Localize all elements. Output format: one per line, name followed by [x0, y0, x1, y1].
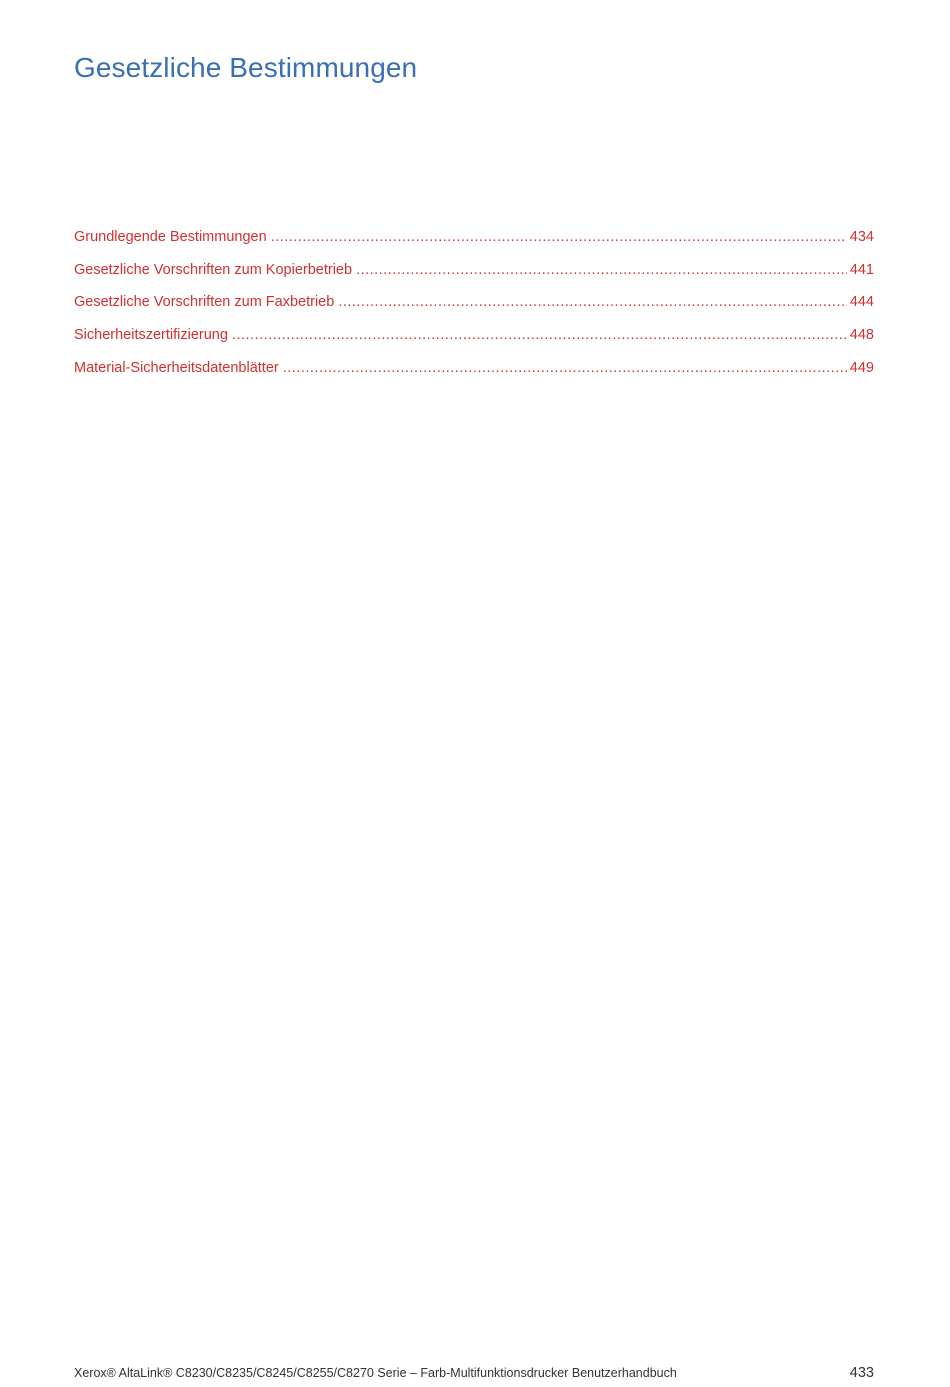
footer-page-number: 433	[849, 1365, 874, 1381]
footer-document-title: Xerox® AltaLink® C8230/C8235/C8245/C8255/C8270 Serie – Farb-Multifunktionsdrucker Benutzerhandbuch	[74, 1366, 677, 1380]
toc-entry-page: 449	[849, 359, 874, 376]
toc-entry-sicherheitszertifizierung[interactable]	[74, 327, 874, 360]
toc-entry-kopierbetrieb[interactable]	[74, 262, 874, 295]
toc-dot-leader	[232, 327, 847, 343]
toc-dot-leader	[283, 360, 847, 376]
page-title: Gesetzliche Bestimmungen	[74, 52, 418, 83]
toc-entry-label: Gesetzliche Vorschriften zum Faxbetrieb	[74, 294, 335, 311]
toc-entry-label: Sicherheitszertifizierung	[74, 327, 228, 344]
toc-dot-leader	[356, 262, 847, 278]
toc-entry-faxbetrieb[interactable]	[74, 294, 874, 327]
toc-entry-page: 434	[849, 229, 874, 245]
toc-entry-label: Material-Sicherheitsdatenblätter	[74, 359, 279, 376]
toc-entry-page: 441	[849, 261, 874, 278]
toc-entry-grundlegende-bestimmungen[interactable]	[74, 229, 874, 262]
toc-dot-leader	[271, 229, 847, 245]
page-footer	[74, 1365, 874, 1381]
toc-entry-label: Gesetzliche Vorschriften zum Kopierbetrieb	[74, 261, 353, 278]
toc-entry-label: Grundlegende Bestimmungen	[74, 229, 267, 245]
toc-entry-page: 444	[849, 294, 874, 311]
toc-entry-page: 448	[849, 327, 874, 344]
toc-entry-sicherheitsdatenblaetter[interactable]	[74, 360, 874, 393]
table-of-contents	[74, 229, 874, 392]
toc-dot-leader	[338, 294, 846, 310]
